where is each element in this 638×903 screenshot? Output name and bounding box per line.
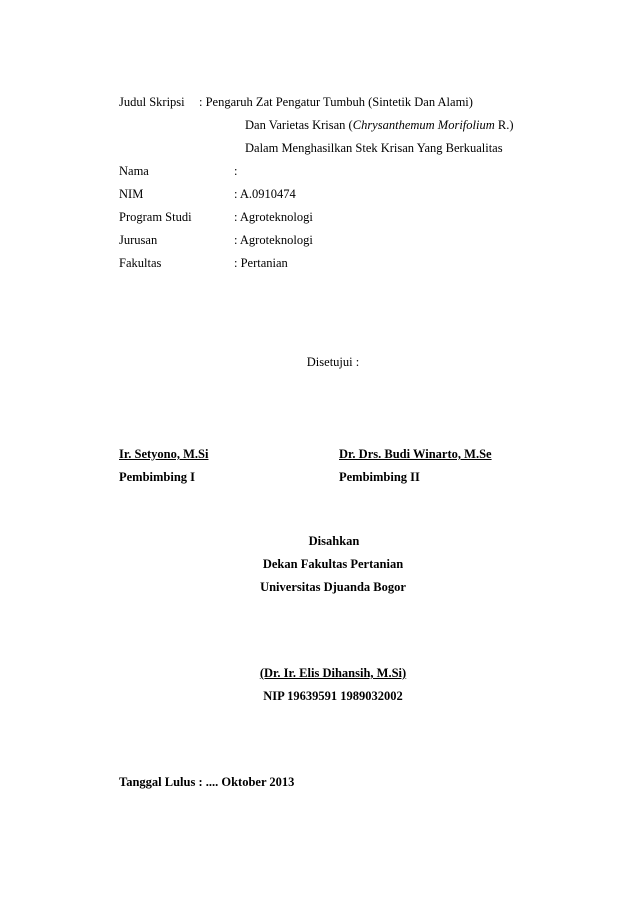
judul-line-2-species: Chrysanthemum Morifolium [352,118,495,132]
field-label-jurusan: Jurusan [119,233,158,247]
dean-nip: NIP 19639591 1989032002 [263,689,403,703]
supervisor-1-name: Ir. Setyono, M.Si [119,447,209,461]
field-label-nim: NIM [119,187,144,201]
ratification-heading: Disahkan [308,534,360,548]
field-label-nama: Nama [119,164,149,178]
ratification-line-1: Dekan Fakultas Pertanian [262,557,404,571]
field-value-jurusan: : Agroteknologi [234,233,313,247]
supervisor-2-role: Pembimbing II [339,470,420,484]
field-value-nama: : [234,164,238,178]
field-value-program-studi: : Agroteknologi [234,210,313,224]
judul-line-2 [245,117,514,133]
judul-line-2-b: R.) [494,118,514,132]
approval-heading: Disetujui : [306,355,360,369]
field-value-nim: : A.0910474 [234,187,296,201]
judul-line-2-a: Dan Varietas Krisan ( [245,118,353,132]
field-value-fakultas: : Pertanian [234,256,288,270]
judul-line-3: Dalam Menghasilkan Stek Krisan Yang Berkualitas [245,141,503,155]
judul-line-1: : Pengaruh Zat Pengatur Tumbuh (Sintetik Dan Alami) [199,95,473,109]
judul-label: Judul Skripsi [119,95,185,109]
supervisor-2-name: Dr. Drs. Budi Winarto, M.Se [339,447,492,461]
supervisor-1-role: Pembimbing I [119,470,196,484]
dean-name: (Dr. Ir. Elis Dihansih, M.Si) [259,666,407,680]
field-label-program-studi: Program Studi [119,210,192,224]
graduation-date: Tanggal Lulus : .... Oktober 2013 [119,775,295,789]
field-label-fakultas: Fakultas [119,256,162,270]
ratification-line-2: Universitas Djuanda Bogor [260,580,406,594]
